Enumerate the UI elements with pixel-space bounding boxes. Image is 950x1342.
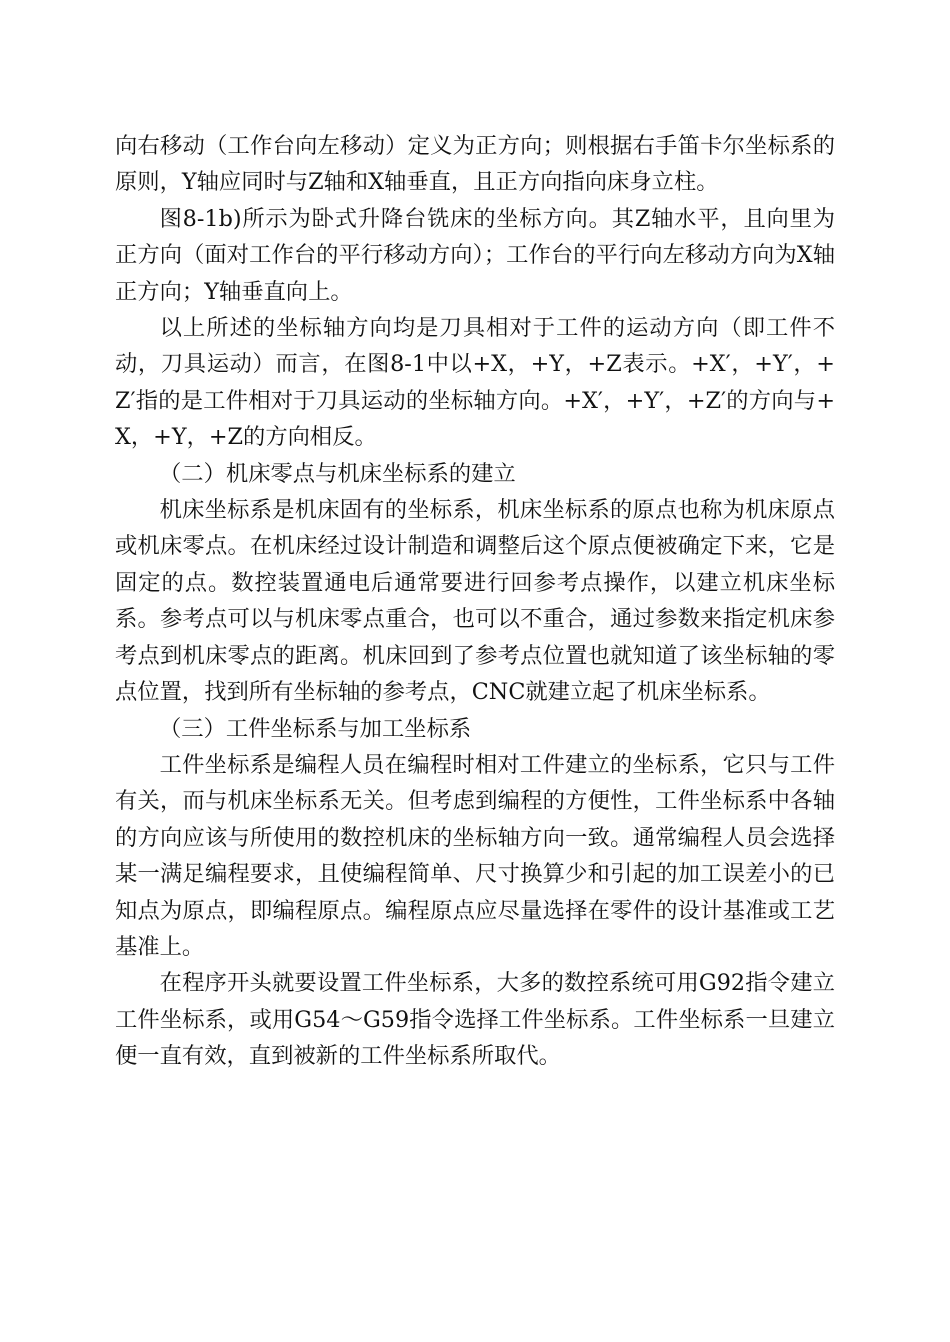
document-page — [115, 128, 835, 1075]
paragraph-machine-coordinate-system: 机床坐标系是机床固有的坐标系，机床坐标系的原点也称为机床原点或机床零点。在机床经过设计制造和调整后这个原点便被确定下来，它是固定的点。数控装置通电后通常要进行回参考点操作，以建立机床坐标系。参考点可以与机床零点重合，也可以不重合，通过参数来指定机床参考点到机床零点的距离。机床回到了参考点位置也就知道了该坐标轴的零点位置，找到所有坐标轴的参考点，CNC就建立起了机床坐标系。 — [115, 497, 835, 706]
paragraph-axis-directions: 以上所述的坐标轴方向均是刀具相对于工件的运动方向（即工件不动，刀具运动）而言，在图8-1中以+X，+Y，+Z表示。+X′，+Y′，+Z′指的是工件相对于刀具运动的坐标轴方向。+X′，+Y′，+Z′的方向与+X，+Y，+Z的方向相反。 — [115, 315, 835, 451]
paragraph-workpiece-coordinate-system: 工件坐标系是编程人员在编程时相对工件建立的坐标系，它只与工件有关，而与机床坐标系无关。但考虑到编程的方便性，工件坐标系中各轴的方向应该与所使用的数控机床的坐标轴方向一致。通常编程人员会选择某一满足编程要求，且使编程简单、尺寸换算少和引起的加工误差小的已知点为原点，即编程原点。编程原点应尽量选择在零件的设计基准或工艺基准上。 — [115, 751, 835, 960]
paragraph-horizontal-milling: 图8-1b)所示为卧式升降台铣床的坐标方向。其Z轴水平，且向里为正方向（面对工作台的平行移动方向）；工作台的平行向左移动方向为X轴正方向；Y轴垂直向上。 — [115, 205, 835, 305]
section-heading-machine-zero: （二）机床零点与机床坐标系的建立 — [159, 460, 516, 487]
paragraph-continued: 向右移动（工作台向左移动）定义为正方向；则根据右手笛卡尔坐标系的原则，Y轴应同时与Z轴和X轴垂直，且正方向指向床身立柱。 — [115, 133, 835, 196]
section-heading-workpiece-coordinate: （三）工件坐标系与加工坐标系 — [159, 715, 472, 742]
paragraph-program-setup: 在程序开头就要设置工件坐标系，大多的数控系统可用G92指令建立工件坐标系，或用G54～G59指令选择工件坐标系。工件坐标系一旦建立便一直有效，直到被新的工件坐标系所取代。 — [115, 970, 835, 1070]
